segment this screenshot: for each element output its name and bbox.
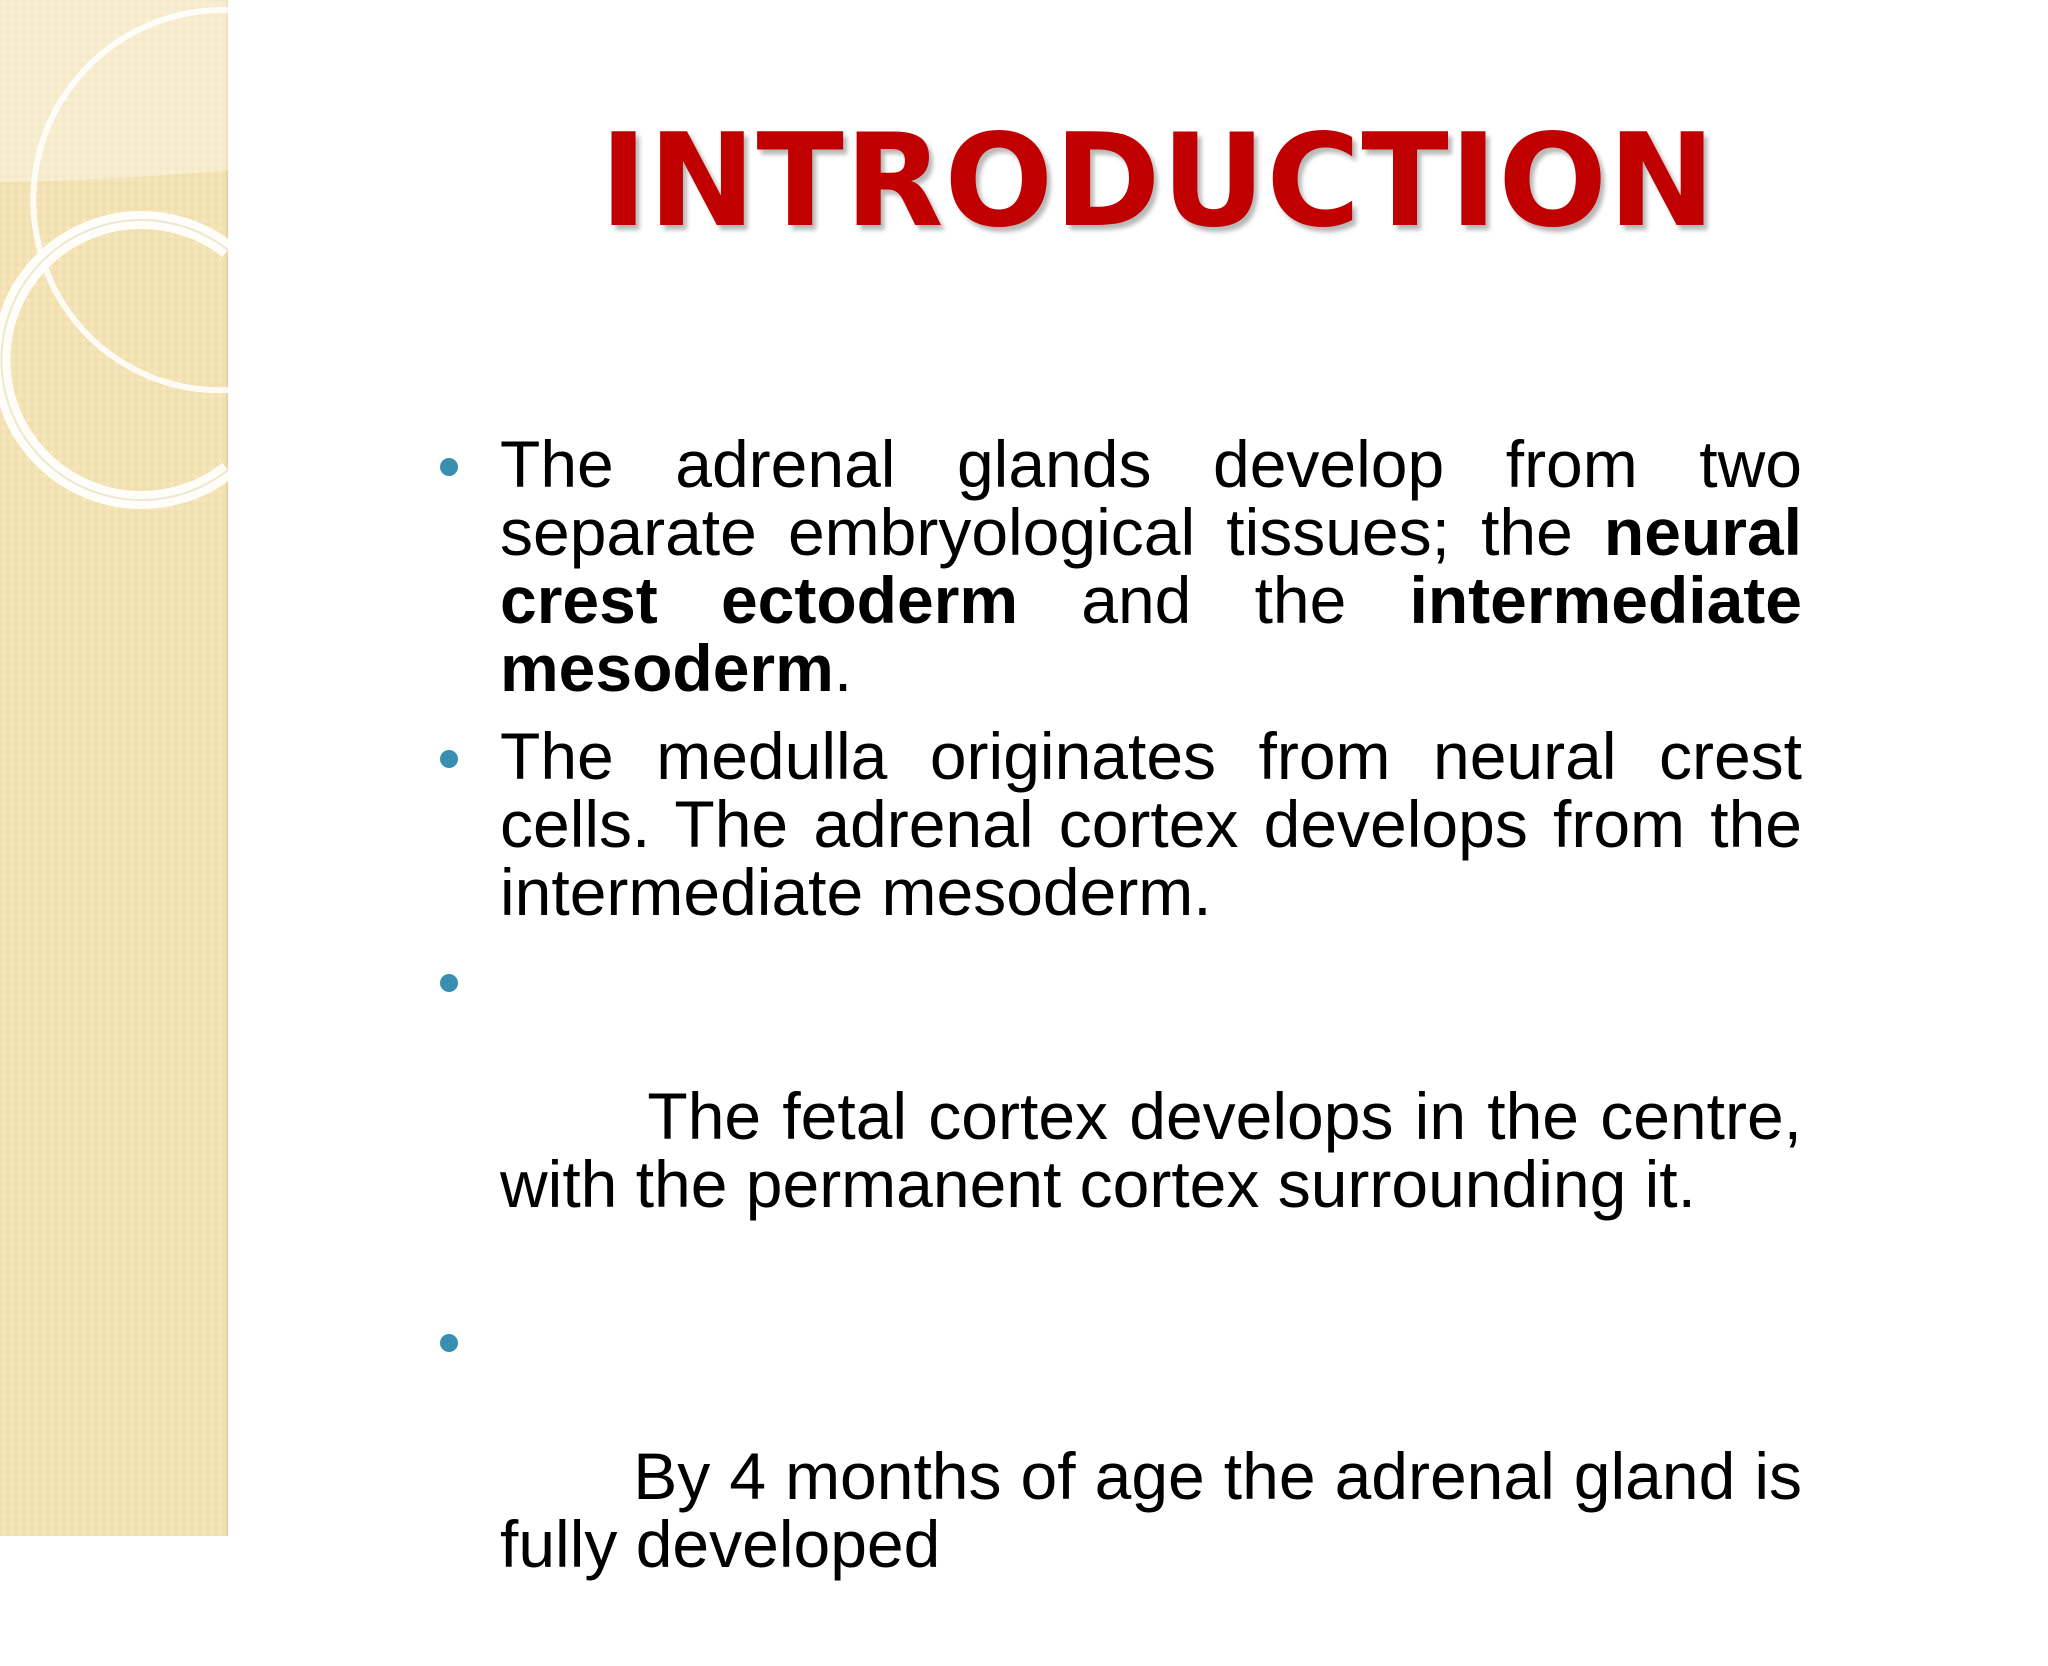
bullet-text: The adrenal glands develop from two separate embryological tissues; the neural crest ectoderm and the intermediate mesoderm. [500,427,1802,705]
bullet-item [440,1306,1821,1646]
bullet-item [440,427,1802,705]
bullet-text: The fetal cortex develops in the centre, with the permanent cortex surrounding it. [500,1079,1821,1221]
bullet-text: The medulla originates from neural crest cells. The adrenal cortex develops from the intermediate mesoderm. [500,719,1802,929]
bullet-dot-icon [440,458,458,476]
decorative-rings [0,0,228,520]
bullet-dot-icon [440,750,458,768]
bullet-text: By 4 months of age the adrenal gland is fully developed [500,1439,1821,1581]
bullet-dot-icon [440,1334,458,1352]
bullet-item [440,946,1821,1286]
bullet-dot-icon [440,974,458,992]
decorative-side-band [0,0,228,1536]
bullet-item [440,719,1802,929]
bullet-list [440,427,1821,1666]
slide-title: INTRODUCTION [599,107,1717,256]
